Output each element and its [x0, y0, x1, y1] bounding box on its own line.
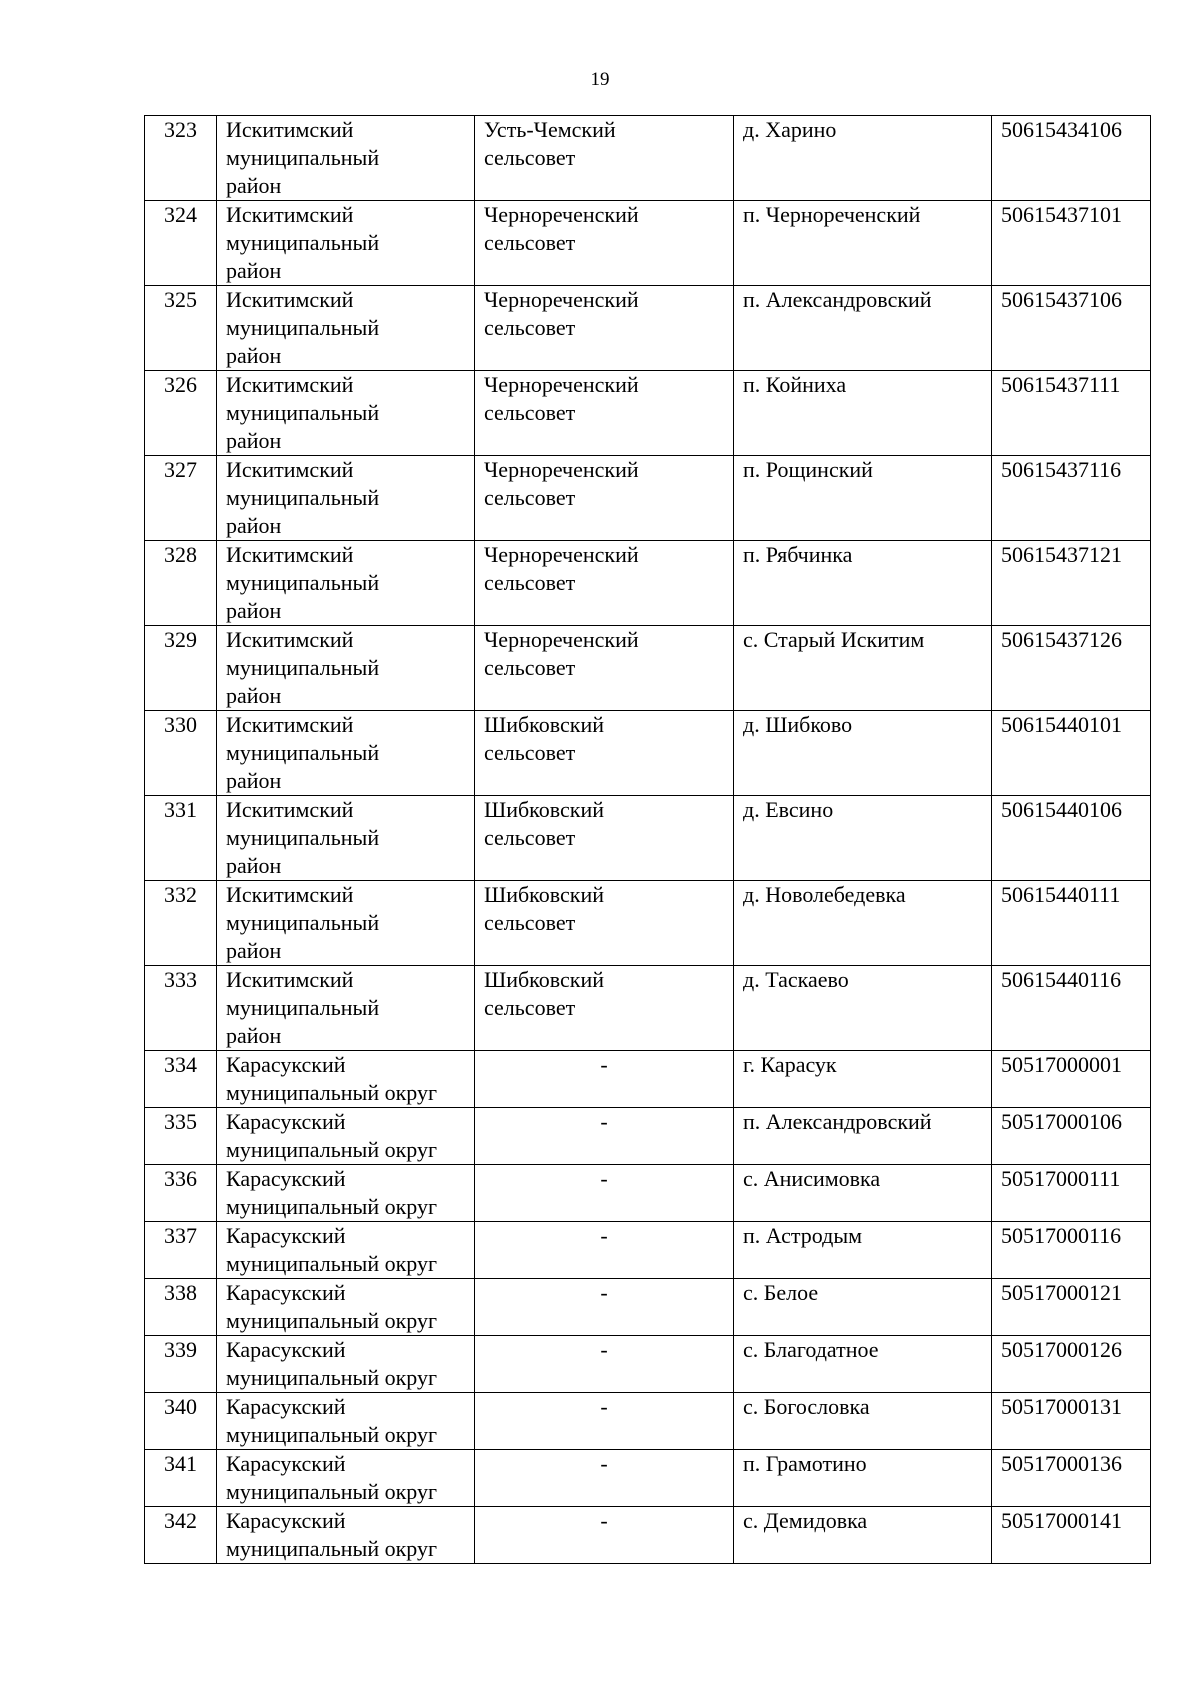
district-cell	[217, 881, 475, 966]
row-number: 332	[145, 881, 217, 966]
council-line: Чернореченский	[484, 457, 639, 482]
council-cell	[475, 371, 734, 456]
row-number: 336	[145, 1165, 217, 1222]
district-line: Карасукский	[226, 1166, 346, 1191]
district-line: муниципальный	[226, 145, 380, 170]
oktmo-code: 50615437101	[992, 201, 1151, 286]
oktmo-code: 50615440111	[992, 881, 1151, 966]
council-cell	[475, 796, 734, 881]
council-line: Шибковский	[484, 967, 604, 992]
district-line: район	[226, 683, 282, 708]
council-cell	[475, 286, 734, 371]
settlement-name: с. Белое	[734, 1279, 992, 1336]
district-cell	[217, 201, 475, 286]
district-line: район	[226, 258, 282, 283]
district-cell	[217, 456, 475, 541]
oktmo-code: 50517000121	[992, 1279, 1151, 1336]
council-line: сельсовет	[484, 400, 576, 425]
district-line: муниципальный округ	[226, 1422, 438, 1447]
council-cell	[475, 1507, 734, 1564]
council-line: сельсовет	[484, 655, 576, 680]
council-line: Чернореченский	[484, 287, 639, 312]
district-line: Искитимский	[226, 967, 354, 992]
district-line: муниципальный	[226, 995, 380, 1020]
district-line: район	[226, 343, 282, 368]
council-line: -	[600, 1166, 608, 1191]
district-line: муниципальный	[226, 910, 380, 935]
table-row	[145, 881, 1151, 966]
council-cell	[475, 1051, 734, 1108]
table-row	[145, 966, 1151, 1051]
district-line: муниципальный округ	[226, 1365, 438, 1390]
district-line: муниципальный округ	[226, 1137, 438, 1162]
district-line: Искитимский	[226, 627, 354, 652]
district-cell	[217, 116, 475, 201]
oktmo-code: 50615437121	[992, 541, 1151, 626]
district-cell	[217, 1507, 475, 1564]
table-row	[145, 1165, 1151, 1222]
district-line: муниципальный	[226, 655, 380, 680]
district-line: муниципальный	[226, 230, 380, 255]
oktmo-code: 50517000141	[992, 1507, 1151, 1564]
settlement-name: с. Демидовка	[734, 1507, 992, 1564]
district-line: район	[226, 598, 282, 623]
settlement-name: д. Таскаево	[734, 966, 992, 1051]
district-line: Искитимский	[226, 287, 354, 312]
district-line: муниципальный	[226, 315, 380, 340]
district-line: Карасукский	[226, 1508, 346, 1533]
district-cell	[217, 1279, 475, 1336]
council-line: -	[600, 1280, 608, 1305]
council-line: сельсовет	[484, 485, 576, 510]
council-line: сельсовет	[484, 145, 576, 170]
district-line: муниципальный округ	[226, 1194, 438, 1219]
oktmo-code: 50517000111	[992, 1165, 1151, 1222]
row-number: 323	[145, 116, 217, 201]
table-row	[145, 1393, 1151, 1450]
row-number: 331	[145, 796, 217, 881]
district-line: муниципальный округ	[226, 1080, 438, 1105]
council-cell	[475, 1279, 734, 1336]
district-line: Искитимский	[226, 882, 354, 907]
district-line: район	[226, 1023, 282, 1048]
settlement-name: п. Чернореченский	[734, 201, 992, 286]
district-line: муниципальный	[226, 740, 380, 765]
council-line: Чернореченский	[484, 627, 639, 652]
table-row	[145, 116, 1151, 201]
settlement-name: п. Александровский	[734, 286, 992, 371]
oktmo-code: 50615440106	[992, 796, 1151, 881]
district-line: район	[226, 938, 282, 963]
settlement-name: с. Богословка	[734, 1393, 992, 1450]
district-line: Искитимский	[226, 797, 354, 822]
council-line: Чернореченский	[484, 542, 639, 567]
row-number: 327	[145, 456, 217, 541]
district-line: муниципальный округ	[226, 1251, 438, 1276]
council-line: сельсовет	[484, 315, 576, 340]
table-row	[145, 456, 1151, 541]
settlement-name: п. Астродым	[734, 1222, 992, 1279]
settlement-name: д. Харино	[734, 116, 992, 201]
table-row	[145, 1222, 1151, 1279]
settlement-name: с. Благодатное	[734, 1336, 992, 1393]
settlement-name: п. Койниха	[734, 371, 992, 456]
district-cell	[217, 286, 475, 371]
table-row	[145, 1507, 1151, 1564]
district-line: муниципальный округ	[226, 1308, 438, 1333]
oktmo-code: 50517000131	[992, 1393, 1151, 1450]
council-cell	[475, 1336, 734, 1393]
row-number: 329	[145, 626, 217, 711]
district-line: муниципальный округ	[226, 1479, 438, 1504]
row-number: 342	[145, 1507, 217, 1564]
district-cell	[217, 1393, 475, 1450]
district-line: район	[226, 173, 282, 198]
oktmo-code: 50517000126	[992, 1336, 1151, 1393]
table-row	[145, 1450, 1151, 1507]
table-row	[145, 371, 1151, 456]
council-cell	[475, 1222, 734, 1279]
district-line: Карасукский	[226, 1451, 346, 1476]
council-line: Чернореченский	[484, 372, 639, 397]
district-line: район	[226, 428, 282, 453]
row-number: 337	[145, 1222, 217, 1279]
district-cell	[217, 1222, 475, 1279]
district-cell	[217, 711, 475, 796]
council-line: Чернореченский	[484, 202, 639, 227]
table-row	[145, 711, 1151, 796]
council-line: сельсовет	[484, 910, 576, 935]
district-line: муниципальный	[226, 825, 380, 850]
settlement-name: п. Рощинский	[734, 456, 992, 541]
council-cell	[475, 881, 734, 966]
district-cell	[217, 1051, 475, 1108]
district-cell	[217, 371, 475, 456]
district-line: район	[226, 768, 282, 793]
district-cell	[217, 1336, 475, 1393]
row-number: 326	[145, 371, 217, 456]
district-cell	[217, 1108, 475, 1165]
district-line: муниципальный	[226, 570, 380, 595]
table-row	[145, 1108, 1151, 1165]
council-line: сельсовет	[484, 825, 576, 850]
district-line: Искитимский	[226, 117, 354, 142]
council-line: -	[600, 1337, 608, 1362]
council-cell	[475, 1450, 734, 1507]
council-line: Шибковский	[484, 797, 604, 822]
district-line: Карасукский	[226, 1337, 346, 1362]
district-line: Карасукский	[226, 1223, 346, 1248]
settlement-name: п. Александровский	[734, 1108, 992, 1165]
row-number: 325	[145, 286, 217, 371]
settlement-name: с. Старый Искитим	[734, 626, 992, 711]
row-number: 335	[145, 1108, 217, 1165]
settlements-table	[144, 115, 1151, 1564]
district-cell	[217, 966, 475, 1051]
district-line: Искитимский	[226, 372, 354, 397]
oktmo-code: 50615434106	[992, 116, 1151, 201]
district-cell	[217, 1165, 475, 1222]
table-row	[145, 1279, 1151, 1336]
district-cell	[217, 626, 475, 711]
district-line: Искитимский	[226, 457, 354, 482]
page-number: 19	[590, 69, 610, 90]
council-line: -	[600, 1394, 608, 1419]
district-cell	[217, 796, 475, 881]
district-line: муниципальный	[226, 400, 380, 425]
oktmo-code: 50517000136	[992, 1450, 1151, 1507]
council-cell	[475, 201, 734, 286]
settlement-name: г. Карасук	[734, 1051, 992, 1108]
oktmo-code: 50615437111	[992, 371, 1151, 456]
district-line: муниципальный	[226, 485, 380, 510]
council-line: Усть-Чемский	[484, 117, 616, 142]
district-line: район	[226, 853, 282, 878]
council-cell	[475, 711, 734, 796]
row-number: 330	[145, 711, 217, 796]
council-cell	[475, 1165, 734, 1222]
council-line: -	[600, 1508, 608, 1533]
district-line: Искитимский	[226, 202, 354, 227]
table-row	[145, 541, 1151, 626]
council-cell	[475, 966, 734, 1051]
oktmo-code: 50615440116	[992, 966, 1151, 1051]
row-number: 340	[145, 1393, 217, 1450]
council-line: -	[600, 1223, 608, 1248]
council-cell	[475, 1108, 734, 1165]
council-line: Шибковский	[484, 882, 604, 907]
district-line: Карасукский	[226, 1394, 346, 1419]
district-line: Карасукский	[226, 1280, 346, 1305]
district-line: Карасукский	[226, 1109, 346, 1134]
row-number: 328	[145, 541, 217, 626]
district-cell	[217, 1450, 475, 1507]
table-row	[145, 626, 1151, 711]
table-row	[145, 286, 1151, 371]
district-line: район	[226, 513, 282, 538]
council-cell	[475, 456, 734, 541]
settlement-name: п. Грамотино	[734, 1450, 992, 1507]
council-cell	[475, 116, 734, 201]
row-number: 339	[145, 1336, 217, 1393]
council-line: сельсовет	[484, 230, 576, 255]
council-line: -	[600, 1052, 608, 1077]
row-number: 341	[145, 1450, 217, 1507]
settlement-name: с. Анисимовка	[734, 1165, 992, 1222]
council-cell	[475, 541, 734, 626]
settlement-name: п. Рябчинка	[734, 541, 992, 626]
oktmo-code: 50517000106	[992, 1108, 1151, 1165]
settlement-name: д. Новолебедевка	[734, 881, 992, 966]
oktmo-code: 50517000001	[992, 1051, 1151, 1108]
council-line: -	[600, 1451, 608, 1476]
oktmo-code: 50517000116	[992, 1222, 1151, 1279]
oktmo-code: 50615437116	[992, 456, 1151, 541]
council-line: сельсовет	[484, 995, 576, 1020]
council-line: -	[600, 1109, 608, 1134]
table-row	[145, 201, 1151, 286]
council-line: сельсовет	[484, 570, 576, 595]
settlement-name: д. Евсино	[734, 796, 992, 881]
district-line: Искитимский	[226, 712, 354, 737]
district-cell	[217, 541, 475, 626]
oktmo-code: 50615440101	[992, 711, 1151, 796]
district-line: Искитимский	[226, 542, 354, 567]
row-number: 338	[145, 1279, 217, 1336]
table-row	[145, 796, 1151, 881]
settlement-name: д. Шибково	[734, 711, 992, 796]
table-row	[145, 1051, 1151, 1108]
council-cell	[475, 1393, 734, 1450]
council-line: сельсовет	[484, 740, 576, 765]
row-number: 334	[145, 1051, 217, 1108]
row-number: 324	[145, 201, 217, 286]
council-line: Шибковский	[484, 712, 604, 737]
district-line: Карасукский	[226, 1052, 346, 1077]
district-line: муниципальный округ	[226, 1536, 438, 1561]
row-number: 333	[145, 966, 217, 1051]
oktmo-code: 50615437106	[992, 286, 1151, 371]
table-body	[145, 116, 1151, 1564]
table-row	[145, 1336, 1151, 1393]
oktmo-code: 50615437126	[992, 626, 1151, 711]
council-cell	[475, 626, 734, 711]
